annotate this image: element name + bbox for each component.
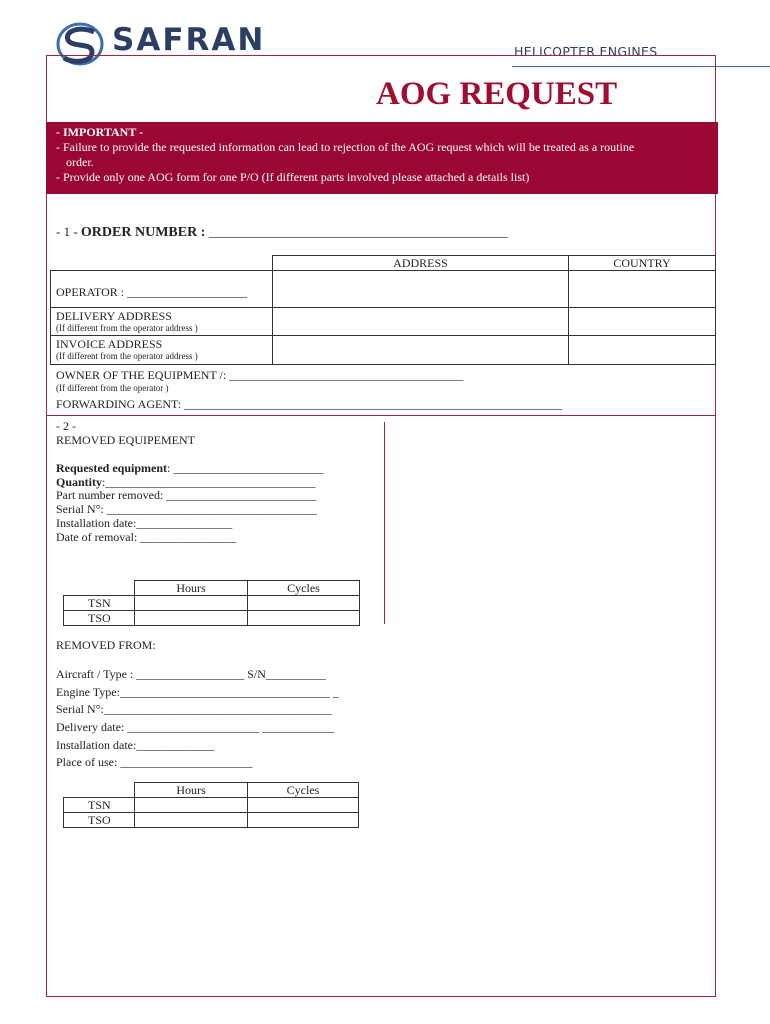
removed-equipment-heading: REMOVED EQUIPEMENT [56,433,195,447]
operator-cell [50,270,273,308]
table2-tsn-cycles-field[interactable] [247,797,359,813]
removed-from-heading: REMOVED FROM: [56,638,156,652]
order-number-label: ORDER NUMBER : [80,225,206,240]
delivery-cell [50,307,273,336]
page-title: AOG REQUEST [376,76,618,112]
operator-country-field[interactable] [568,270,716,308]
address-header: ADDRESS [272,255,569,271]
table1-tso-hours-field[interactable] [134,610,248,626]
table1-cycles-header: Cycles [247,580,360,596]
quantity-field[interactable]: :___________________________________ [102,475,316,489]
installation-date-2-field[interactable]: Installation date:_____________ [56,738,215,752]
owner-label: OWNER OF THE EQUIPMENT /: [56,368,227,382]
delivery-date-field[interactable]: Delivery date: ______________________ ____________ [56,720,335,734]
table2-tso-label: TSO [63,812,135,828]
table2-tsn-label: TSN [63,797,135,813]
invoice-country-field[interactable] [568,335,716,365]
division-name: HELICOPTER ENGINES [514,44,658,59]
invoice-address-note: (If different from the operator address ) [56,351,198,361]
important-heading: - IMPORTANT - [56,125,144,139]
section-1-prefix: - 1 - [56,224,78,239]
owner-note: (If different from the operator ) [56,383,169,393]
invoice-cell [50,335,273,365]
order-number-row [56,224,508,241]
delivery-address-label: DELIVERY ADDRESS [56,309,172,323]
table1-hours-header: Hours [134,580,248,596]
forwarding-field[interactable]: _______________________________________________________________ [184,397,563,411]
important-line-1b: order. [66,155,94,169]
section-divider [46,415,716,416]
table2-tso-cycles-field[interactable] [247,812,359,828]
important-line-1: - Failure to provide the requested information can lead to rejection of the AOG request which will be treated as a routine [56,140,635,154]
forwarding-label: FORWARDING AGENT: [56,397,182,411]
invoice-address-label: INVOICE ADDRESS [56,337,163,351]
operator-label: OPERATOR : [56,285,125,299]
invoice-address-field[interactable] [272,335,569,365]
table1-tso-cycles-field[interactable] [247,610,360,626]
table2-tsn-hours-field[interactable] [134,797,248,813]
installation-date-field[interactable]: Installation date:________________ [56,516,233,530]
column-divider [384,422,385,624]
owner-field[interactable]: _______________________________________ [229,368,464,382]
important-line-2: - Provide only one AOG form for one P/O (If different parts involved please attached a details list) [56,170,530,184]
requested-equipment-row [56,461,323,476]
operator-field[interactable]: ____________________ [127,285,248,299]
delivery-address-note: (If different from the operator address ) [56,323,198,333]
forwarding-row [56,397,562,412]
country-header: COUNTRY [568,255,716,271]
owner-row [56,368,463,383]
removal-date-field[interactable]: Date of removal: ________________ [56,530,237,544]
table1-tso-label: TSO [63,610,135,626]
serial-number-2-field[interactable]: Serial N°:______________________________________ [56,702,332,716]
table2-cycles-header: Cycles [247,782,359,798]
table2-tso-hours-field[interactable] [134,812,248,828]
requested-equipment-field[interactable]: : _________________________ [167,461,324,475]
delivery-address-field[interactable] [272,307,569,336]
order-number-field[interactable]: ______________________________________________ [208,224,508,239]
table1-tsn-cycles-field[interactable] [247,595,360,611]
requested-equipment-label: Requested equipment [56,461,168,475]
serial-number-field[interactable]: Serial N°: ___________________________________ [56,502,317,516]
table2-hours-header: Hours [134,782,248,798]
section-2-prefix: - 2 - [56,419,76,433]
quantity-label: Quantity [56,475,103,489]
part-number-removed-field[interactable]: Part number removed: _________________________ [56,488,317,502]
delivery-country-field[interactable] [568,307,716,336]
operator-address-field[interactable] [272,270,569,308]
important-banner [46,122,718,194]
table1-tsn-hours-field[interactable] [134,595,248,611]
engine-type-field[interactable]: Engine Type:___________________________________ _ [56,685,339,699]
aircraft-type-field[interactable]: Aircraft / Type : __________________ S/N__________ [56,667,326,681]
table1-tsn-label: TSN [63,595,135,611]
place-of-use-field[interactable]: Place of use: ______________________ [56,755,253,769]
brand-name: SAFRAN [112,22,266,58]
